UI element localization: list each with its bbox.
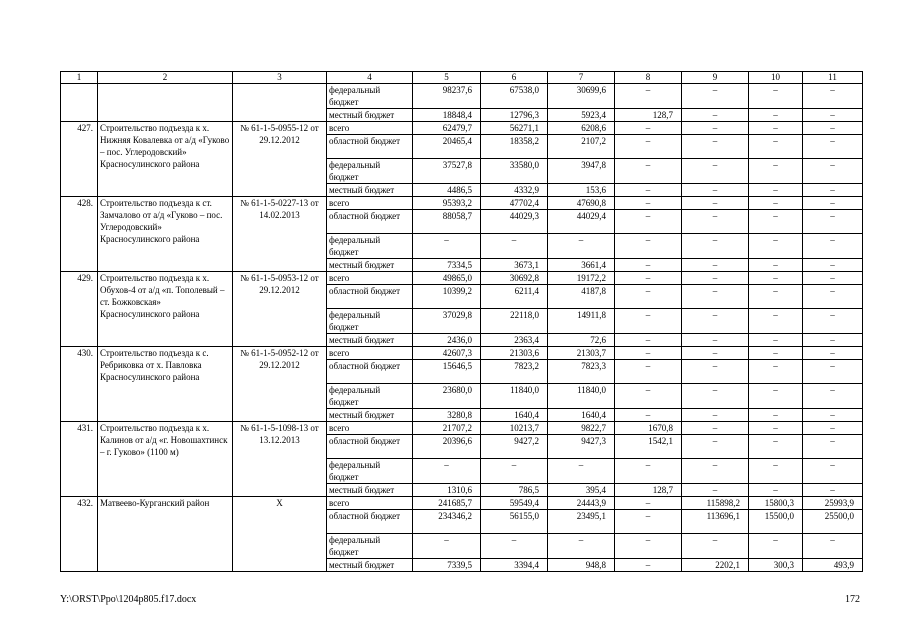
budget-type: федеральный бюджет (327, 384, 413, 409)
object-name: Строительство подъезда к ст. Замчалово от а/д «Гуково – пос. Углеродовский» Красносулинского района (98, 197, 233, 272)
amount-cell: 18358,2 (481, 135, 548, 159)
amount-cell: – (803, 334, 863, 347)
header-cell: 11 (803, 72, 863, 84)
budget-type: всего (327, 347, 413, 360)
amount-cell: 22118,0 (481, 309, 548, 334)
budget-type: местный бюджет (327, 184, 413, 197)
amount-cell: 21303,6 (481, 347, 548, 360)
amount-cell: – (682, 459, 749, 484)
document-number: № 61-1-5-0953-12 от 29.12.2012 (233, 272, 327, 347)
amount-cell: 10399,2 (413, 285, 481, 309)
amount-cell: 9427,2 (481, 435, 548, 459)
object-name: Матвеево-Курганский район (98, 497, 233, 572)
header-cell: 8 (615, 72, 682, 84)
amount-cell: – (803, 309, 863, 334)
amount-cell: 395,4 (548, 484, 615, 497)
amount-cell: 3947,8 (548, 159, 615, 184)
amount-cell: 11840,0 (548, 384, 615, 409)
amount-cell: 128,7 (615, 484, 682, 497)
amount-cell: – (481, 459, 548, 484)
amount-cell: – (548, 534, 615, 559)
amount-cell: – (615, 210, 682, 234)
amount-cell: – (803, 259, 863, 272)
amount-cell: – (682, 272, 749, 285)
budget-type: областной бюджет (327, 510, 413, 534)
amount-cell: – (803, 184, 863, 197)
amount-cell: 67538,0 (481, 84, 548, 109)
budget-type: областной бюджет (327, 210, 413, 234)
amount-cell: – (682, 309, 749, 334)
amount-cell: – (749, 272, 803, 285)
amount-cell: – (548, 459, 615, 484)
amount-cell: – (803, 197, 863, 210)
amount-cell: – (749, 135, 803, 159)
amount-cell: 3280,8 (413, 409, 481, 422)
budget-type: федеральный бюджет (327, 309, 413, 334)
amount-cell: – (615, 459, 682, 484)
budget-type: всего (327, 272, 413, 285)
amount-cell: – (682, 159, 749, 184)
amount-cell: – (749, 334, 803, 347)
amount-cell: – (803, 159, 863, 184)
amount-cell: – (749, 109, 803, 122)
amount-cell: 72,6 (548, 334, 615, 347)
amount-cell: – (749, 210, 803, 234)
amount-cell: – (803, 360, 863, 384)
amount-cell: – (682, 285, 749, 309)
header-cell: 9 (682, 72, 749, 84)
budget-type: местный бюджет (327, 259, 413, 272)
header-cell: 5 (413, 72, 481, 84)
amount-cell: – (682, 409, 749, 422)
amount-cell: – (615, 534, 682, 559)
amount-cell: – (481, 234, 548, 259)
amount-cell: – (615, 84, 682, 109)
budget-type: федеральный бюджет (327, 459, 413, 484)
amount-cell: 30699,6 (548, 84, 615, 109)
amount-cell: – (749, 409, 803, 422)
amount-cell: – (615, 309, 682, 334)
document-number: № 61-1-5-0955-12 от 29.12.2012 (233, 122, 327, 197)
header-cell: 1 (61, 72, 98, 84)
amount-cell: 300,3 (749, 559, 803, 572)
document-number: Х (233, 497, 327, 572)
amount-cell: 128,7 (615, 109, 682, 122)
amount-cell: – (615, 510, 682, 534)
amount-cell: 1310,6 (413, 484, 481, 497)
budget-type: федеральный бюджет (327, 159, 413, 184)
amount-cell: – (803, 210, 863, 234)
amount-cell: – (413, 534, 481, 559)
budget-type: всего (327, 122, 413, 135)
amount-cell: – (615, 559, 682, 572)
amount-cell: 4332,9 (481, 184, 548, 197)
header-cell: 3 (233, 72, 327, 84)
object-name (98, 84, 233, 122)
amount-cell: 5923,4 (548, 109, 615, 122)
amount-cell: 24443,9 (548, 497, 615, 510)
amount-cell: 15800,3 (749, 497, 803, 510)
budget-type: областной бюджет (327, 135, 413, 159)
amount-cell: – (682, 435, 749, 459)
table-row (61, 497, 863, 510)
amount-cell: 3661,4 (548, 259, 615, 272)
amount-cell: 1670,8 (615, 422, 682, 435)
budget-type: федеральный бюджет (327, 534, 413, 559)
amount-cell: – (749, 384, 803, 409)
amount-cell: – (803, 384, 863, 409)
amount-cell: 1640,4 (481, 409, 548, 422)
amount-cell: – (803, 435, 863, 459)
amount-cell: 47702,4 (481, 197, 548, 210)
amount-cell: – (682, 210, 749, 234)
header-cell: 2 (98, 72, 233, 84)
amount-cell: – (803, 122, 863, 135)
amount-cell: – (615, 347, 682, 360)
amount-cell: 23680,0 (413, 384, 481, 409)
table-row (61, 272, 863, 285)
amount-cell: 20465,4 (413, 135, 481, 159)
amount-cell: – (749, 285, 803, 309)
amount-cell: – (803, 422, 863, 435)
budget-type: всего (327, 422, 413, 435)
table-row (61, 422, 863, 435)
budget-type: областной бюджет (327, 285, 413, 309)
amount-cell: 23495,1 (548, 510, 615, 534)
amount-cell: – (615, 259, 682, 272)
amount-cell: – (749, 259, 803, 272)
amount-cell: – (615, 285, 682, 309)
amount-cell: – (615, 234, 682, 259)
amount-cell: – (682, 109, 749, 122)
amount-cell: – (548, 234, 615, 259)
amount-cell: – (749, 422, 803, 435)
amount-cell: 49865,0 (413, 272, 481, 285)
amount-cell: 6211,4 (481, 285, 548, 309)
budget-type: всего (327, 197, 413, 210)
amount-cell: – (615, 135, 682, 159)
amount-cell: 113696,1 (682, 510, 749, 534)
amount-cell: 88058,7 (413, 210, 481, 234)
budget-type: местный бюджет (327, 334, 413, 347)
amount-cell: 2436,0 (413, 334, 481, 347)
amount-cell: 234346,2 (413, 510, 481, 534)
amount-cell: 3673,1 (481, 259, 548, 272)
item-number: 431. (61, 422, 98, 497)
amount-cell: 7823,3 (548, 360, 615, 384)
amount-cell: 95393,2 (413, 197, 481, 210)
amount-cell: – (749, 122, 803, 135)
amount-cell: – (413, 234, 481, 259)
amount-cell: – (682, 360, 749, 384)
budget-type: федеральный бюджет (327, 234, 413, 259)
amount-cell: – (615, 334, 682, 347)
amount-cell: – (413, 459, 481, 484)
amount-cell: 14911,8 (548, 309, 615, 334)
object-name: Строительство подъезда к с. Ребриковка от х. Павловка Красносулинского района (98, 347, 233, 422)
table-row (61, 84, 863, 109)
amount-cell: 33580,0 (481, 159, 548, 184)
page-number: 172 (845, 594, 860, 605)
amount-cell: 25993,9 (803, 497, 863, 510)
amount-cell: – (749, 459, 803, 484)
amount-cell: – (682, 197, 749, 210)
amount-cell: 30692,8 (481, 272, 548, 285)
amount-cell: – (803, 534, 863, 559)
budget-type: федеральный бюджет (327, 84, 413, 109)
amount-cell: 493,9 (803, 559, 863, 572)
amount-cell: – (749, 435, 803, 459)
table-row (61, 347, 863, 360)
amount-cell: 98237,6 (413, 84, 481, 109)
header-row (61, 72, 863, 84)
amount-cell: 786,5 (481, 484, 548, 497)
budget-type: местный бюджет (327, 559, 413, 572)
amount-cell: – (749, 309, 803, 334)
amount-cell: 15500,0 (749, 510, 803, 534)
amount-cell: – (803, 272, 863, 285)
amount-cell: – (615, 497, 682, 510)
header-cell: 7 (548, 72, 615, 84)
amount-cell: – (749, 184, 803, 197)
amount-cell: 19172,2 (548, 272, 615, 285)
amount-cell: 7823,2 (481, 360, 548, 384)
amount-cell: 1640,4 (548, 409, 615, 422)
amount-cell: – (615, 159, 682, 184)
item-number: 428. (61, 197, 98, 272)
amount-cell: – (749, 534, 803, 559)
amount-cell: 10213,7 (481, 422, 548, 435)
amount-cell: – (803, 459, 863, 484)
amount-cell: – (749, 84, 803, 109)
amount-cell: 62479,7 (413, 122, 481, 135)
amount-cell: 1542,1 (615, 435, 682, 459)
amount-cell: 115898,2 (682, 497, 749, 510)
amount-cell: – (682, 347, 749, 360)
amount-cell: – (615, 184, 682, 197)
amount-cell: 44029,4 (548, 210, 615, 234)
amount-cell: 4187,8 (548, 285, 615, 309)
amount-cell: – (682, 122, 749, 135)
amount-cell: – (682, 534, 749, 559)
file-path: Y:\ORST\Ppo\1204p805.f17.docx (60, 594, 197, 605)
amount-cell: 2107,2 (548, 135, 615, 159)
amount-cell: 9427,3 (548, 435, 615, 459)
amount-cell: – (749, 347, 803, 360)
amount-cell: 18848,4 (413, 109, 481, 122)
item-number: 430. (61, 347, 98, 422)
amount-cell: 21303,7 (548, 347, 615, 360)
amount-cell: – (682, 384, 749, 409)
amount-cell: 2363,4 (481, 334, 548, 347)
amount-cell: 37029,8 (413, 309, 481, 334)
amount-cell: – (615, 409, 682, 422)
amount-cell: – (803, 285, 863, 309)
header-cell: 4 (327, 72, 413, 84)
document-number: № 61-1-5-0952-12 от 29.12.2012 (233, 347, 327, 422)
amount-cell: 11840,0 (481, 384, 548, 409)
amount-cell: – (749, 234, 803, 259)
amount-cell: – (682, 484, 749, 497)
amount-cell: – (803, 484, 863, 497)
item-number: 432. (61, 497, 98, 572)
document-number: № 61-1-5-0227-13 от 14.02.2013 (233, 197, 327, 272)
amount-cell: – (682, 84, 749, 109)
header-cell: 10 (749, 72, 803, 84)
amount-cell: – (749, 197, 803, 210)
amount-cell: 47690,8 (548, 197, 615, 210)
amount-cell: 2202,1 (682, 559, 749, 572)
amount-cell: 25500,0 (803, 510, 863, 534)
budget-type: областной бюджет (327, 435, 413, 459)
amount-cell: 56155,0 (481, 510, 548, 534)
table-row (61, 197, 863, 210)
amount-cell: – (682, 334, 749, 347)
amount-cell: 3394,4 (481, 559, 548, 572)
amount-cell: 948,8 (548, 559, 615, 572)
budget-type: местный бюджет (327, 484, 413, 497)
amount-cell: 21707,2 (413, 422, 481, 435)
amount-cell: – (682, 259, 749, 272)
amount-cell: – (615, 272, 682, 285)
amount-cell: 153,6 (548, 184, 615, 197)
amount-cell: – (803, 234, 863, 259)
amount-cell: 37527,8 (413, 159, 481, 184)
document-number: № 61-1-5-1098-13 от 13.12.2013 (233, 422, 327, 497)
amount-cell: 42607,3 (413, 347, 481, 360)
amount-cell: – (749, 360, 803, 384)
amount-cell: 15646,5 (413, 360, 481, 384)
amount-cell: 7339,5 (413, 559, 481, 572)
amount-cell: 44029,3 (481, 210, 548, 234)
amount-cell: – (615, 360, 682, 384)
amount-cell: – (682, 184, 749, 197)
table-row (61, 122, 863, 135)
amount-cell: 20396,6 (413, 435, 481, 459)
amount-cell: – (803, 84, 863, 109)
budget-type: местный бюджет (327, 109, 413, 122)
amount-cell: 4486,5 (413, 184, 481, 197)
amount-cell: – (682, 234, 749, 259)
amount-cell: – (803, 135, 863, 159)
amount-cell: – (615, 122, 682, 135)
amount-cell: 9822,7 (548, 422, 615, 435)
object-name: Строительство подъезда к х. Калинов от а/д «г. Новошахтинск – г. Гуково» (1100 м) (98, 422, 233, 497)
item-number (61, 84, 98, 122)
amount-cell: 241685,7 (413, 497, 481, 510)
amount-cell: 56271,1 (481, 122, 548, 135)
amount-cell: 12796,3 (481, 109, 548, 122)
item-number: 429. (61, 272, 98, 347)
amount-cell: 7334,5 (413, 259, 481, 272)
amount-cell: – (803, 347, 863, 360)
budget-type: всего (327, 497, 413, 510)
object-name: Строительство подъезда к х. Нижняя Ковалевка от а/д «Гуково – пос. Углеродовский» Красносулинского района (98, 122, 233, 197)
amount-cell: – (615, 384, 682, 409)
budget-type: местный бюджет (327, 409, 413, 422)
amount-cell: – (682, 422, 749, 435)
amount-cell: – (749, 159, 803, 184)
amount-cell: – (803, 109, 863, 122)
amount-cell: – (615, 197, 682, 210)
object-name: Строительство подъезда к х. Обухов-4 от а/д «п. Тополевый – ст. Божковская» Красносулинского района (98, 272, 233, 347)
document-number (233, 84, 327, 122)
item-number: 427. (61, 122, 98, 197)
header-cell: 6 (481, 72, 548, 84)
amount-cell: – (682, 135, 749, 159)
budget-table (60, 71, 863, 572)
amount-cell: – (749, 484, 803, 497)
amount-cell: – (481, 534, 548, 559)
amount-cell: 59549,4 (481, 497, 548, 510)
amount-cell: 6208,6 (548, 122, 615, 135)
budget-type: областной бюджет (327, 360, 413, 384)
amount-cell: – (803, 409, 863, 422)
